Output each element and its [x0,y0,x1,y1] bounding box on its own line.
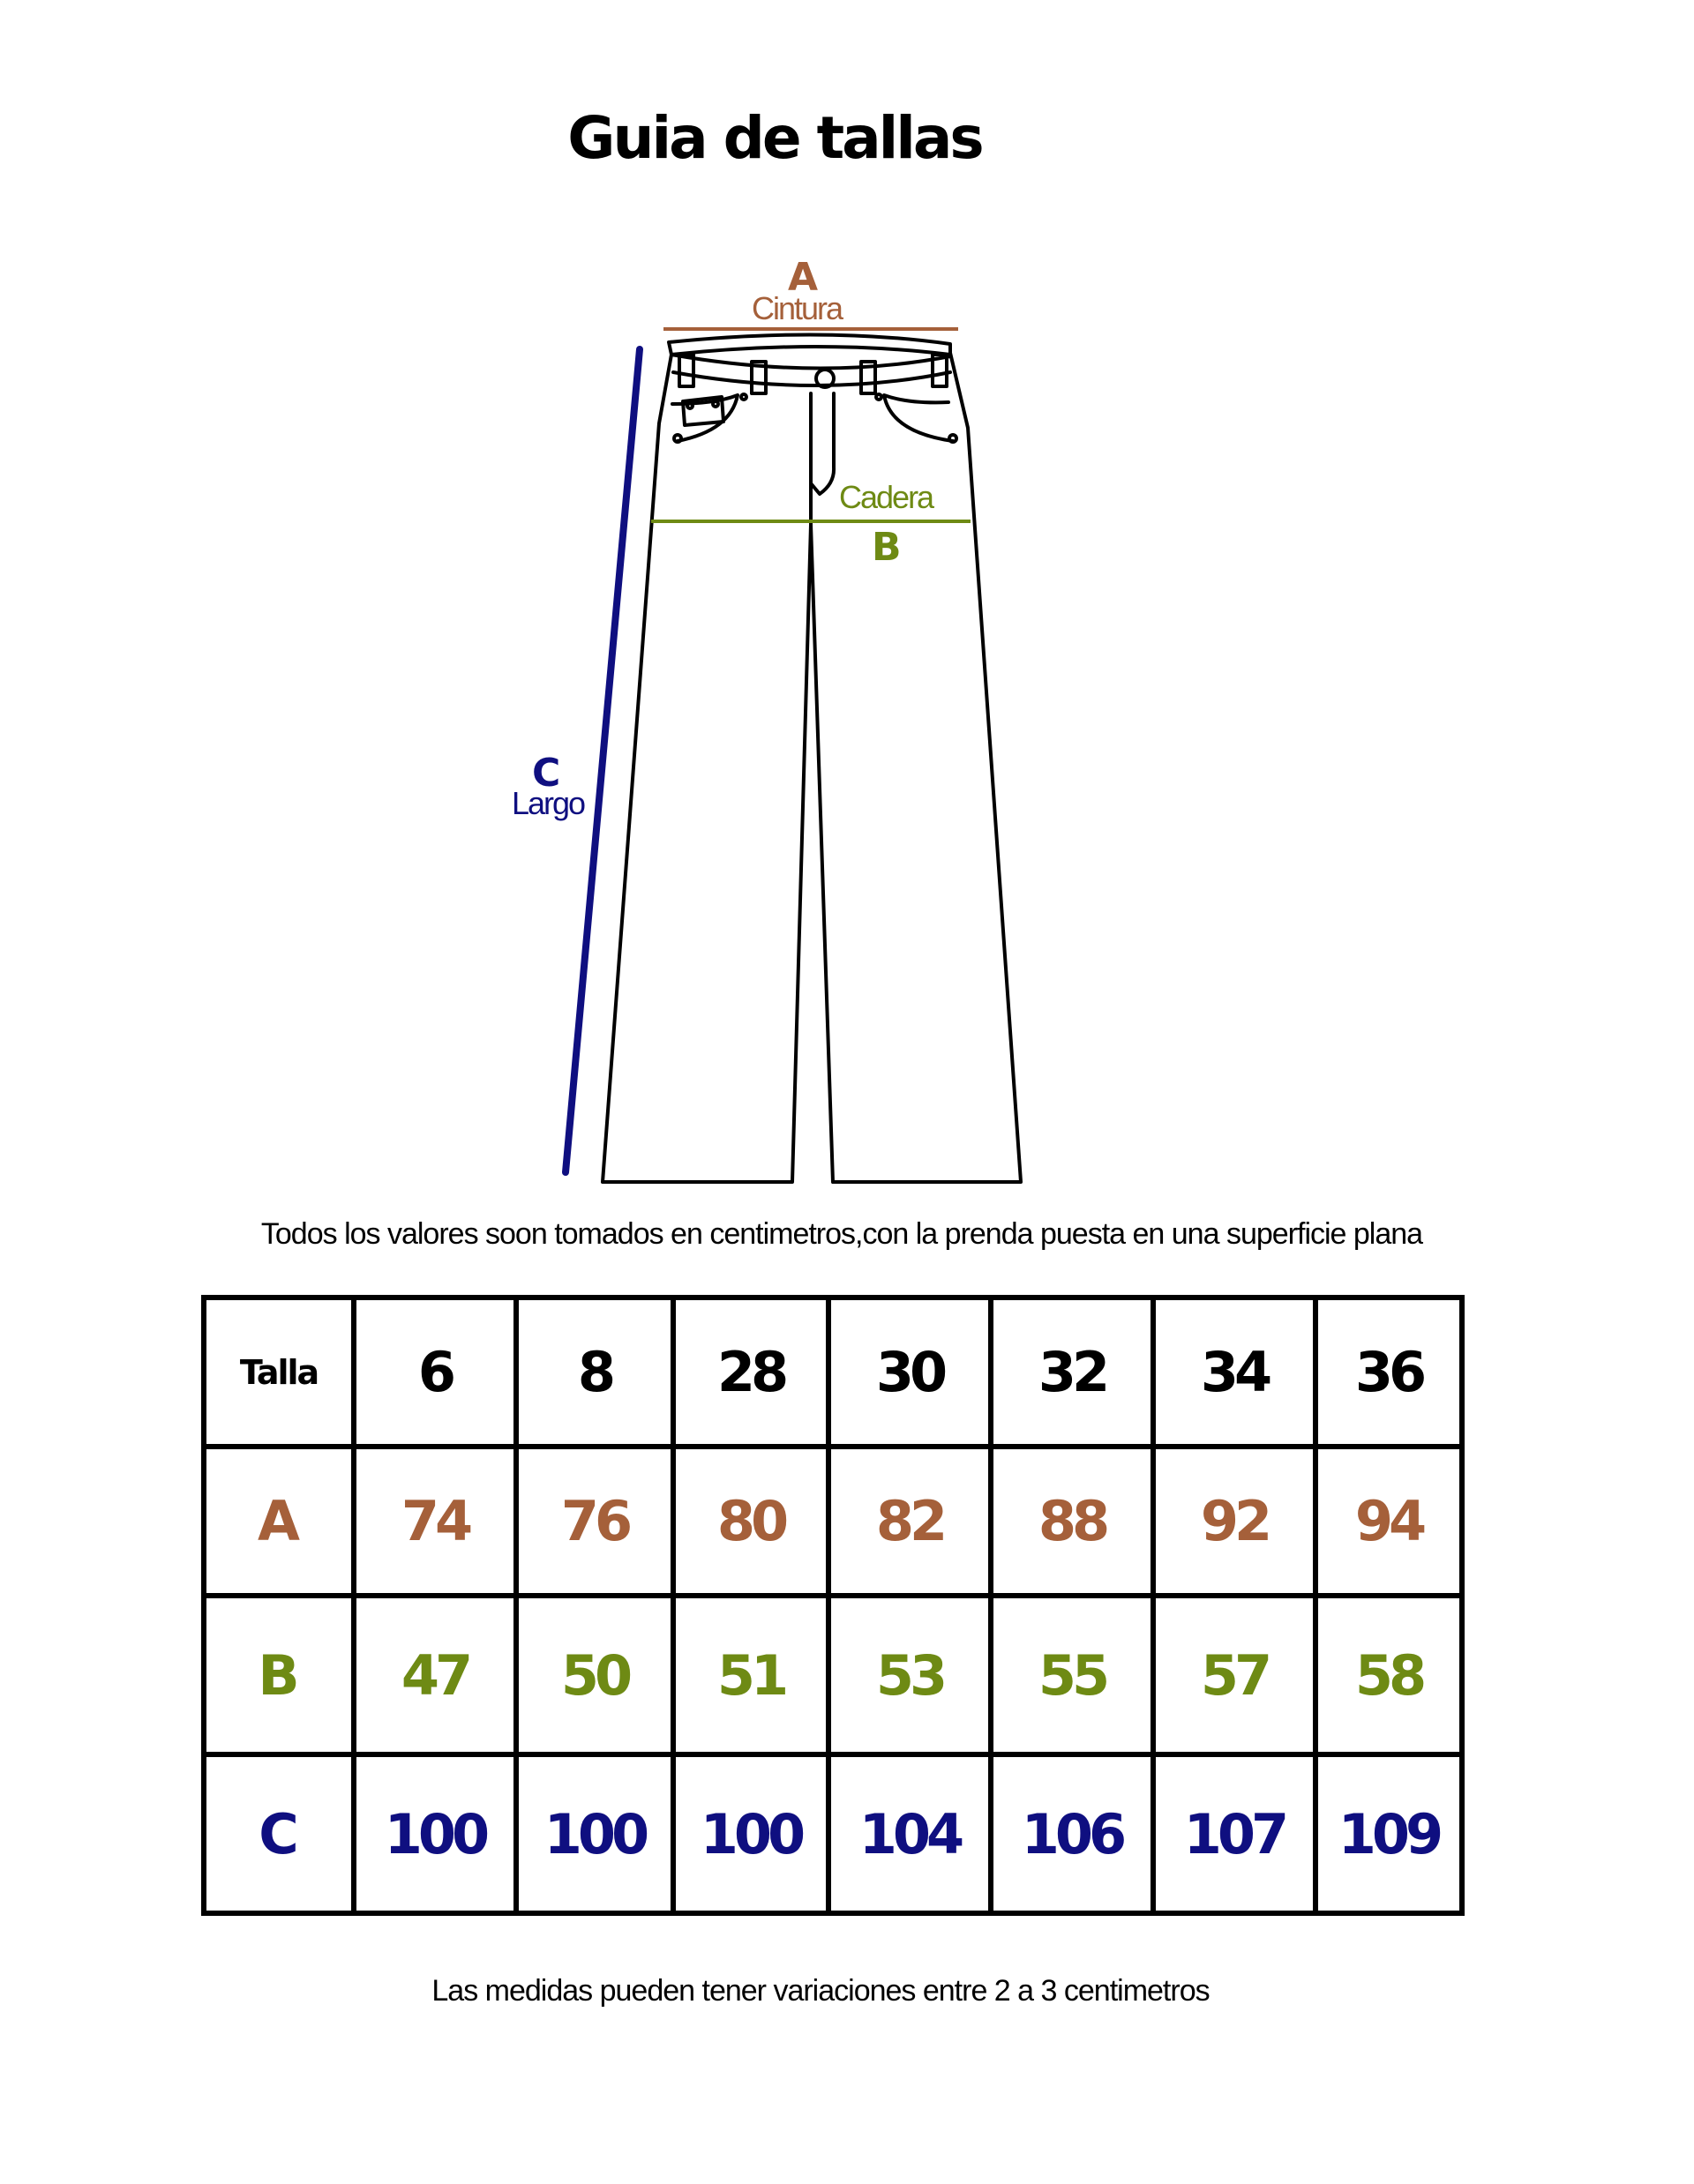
header-cell-size: 28 [673,1298,828,1447]
table-cell: 80 [673,1447,828,1596]
table-cell: 100 [673,1754,828,1913]
row-key-c: C [204,1754,354,1913]
table-row [204,1298,1462,1447]
table-cell: 47 [354,1596,516,1754]
table-cell: 50 [516,1596,673,1754]
table-cell: 104 [828,1754,991,1913]
label-b-name: Cadera [839,479,933,515]
waistband [669,334,950,355]
table-cell: 94 [1315,1447,1462,1596]
header-cell-size: 36 [1315,1298,1462,1447]
measurement-note: Todos los valores soon tomados en centimetros,con la prenda puesta en una superficie plana [260,1217,1423,1251]
table-cell: 51 [673,1596,828,1754]
label-c-letter: C [532,751,561,796]
table-row [204,1596,1462,1754]
table-cell: 92 [1153,1447,1315,1596]
header-cell-size: 6 [354,1298,516,1447]
header-cell-size: 34 [1153,1298,1315,1447]
table-cell: 109 [1315,1754,1462,1913]
table-cell: 88 [991,1447,1153,1596]
table-cell: 107 [1153,1754,1315,1913]
table-cell: 82 [828,1447,991,1596]
table-cell: 58 [1315,1596,1462,1754]
header-cell-size: 32 [991,1298,1153,1447]
table-row [204,1754,1462,1913]
header-cell-talla: Talla [204,1298,354,1447]
table-cell: 57 [1153,1596,1315,1754]
measure-line-c [566,349,640,1172]
variation-note: Las medidas pueden tener variaciones entre 2 a 3 centimetros [431,1974,1210,2008]
table-row [204,1447,1462,1596]
table-cell: 55 [991,1596,1153,1754]
header-cell-size: 8 [516,1298,673,1447]
row-key-b: B [204,1596,354,1754]
label-a-name: Cintura [752,290,843,326]
table-cell: 53 [828,1596,991,1754]
size-table [201,1295,1465,1916]
table-cell: 106 [991,1754,1153,1913]
row-key-a: A [204,1447,354,1596]
table-cell: 74 [354,1447,516,1596]
header-cell-size: 30 [828,1298,991,1447]
label-c-name: Largo [512,785,585,821]
page-title: Guia de tallas [567,104,982,172]
table-cell: 76 [516,1447,673,1596]
label-a-letter: A [788,255,819,300]
table-cell: 100 [516,1754,673,1913]
label-b-letter: B [872,525,902,570]
table-cell: 100 [354,1754,516,1913]
